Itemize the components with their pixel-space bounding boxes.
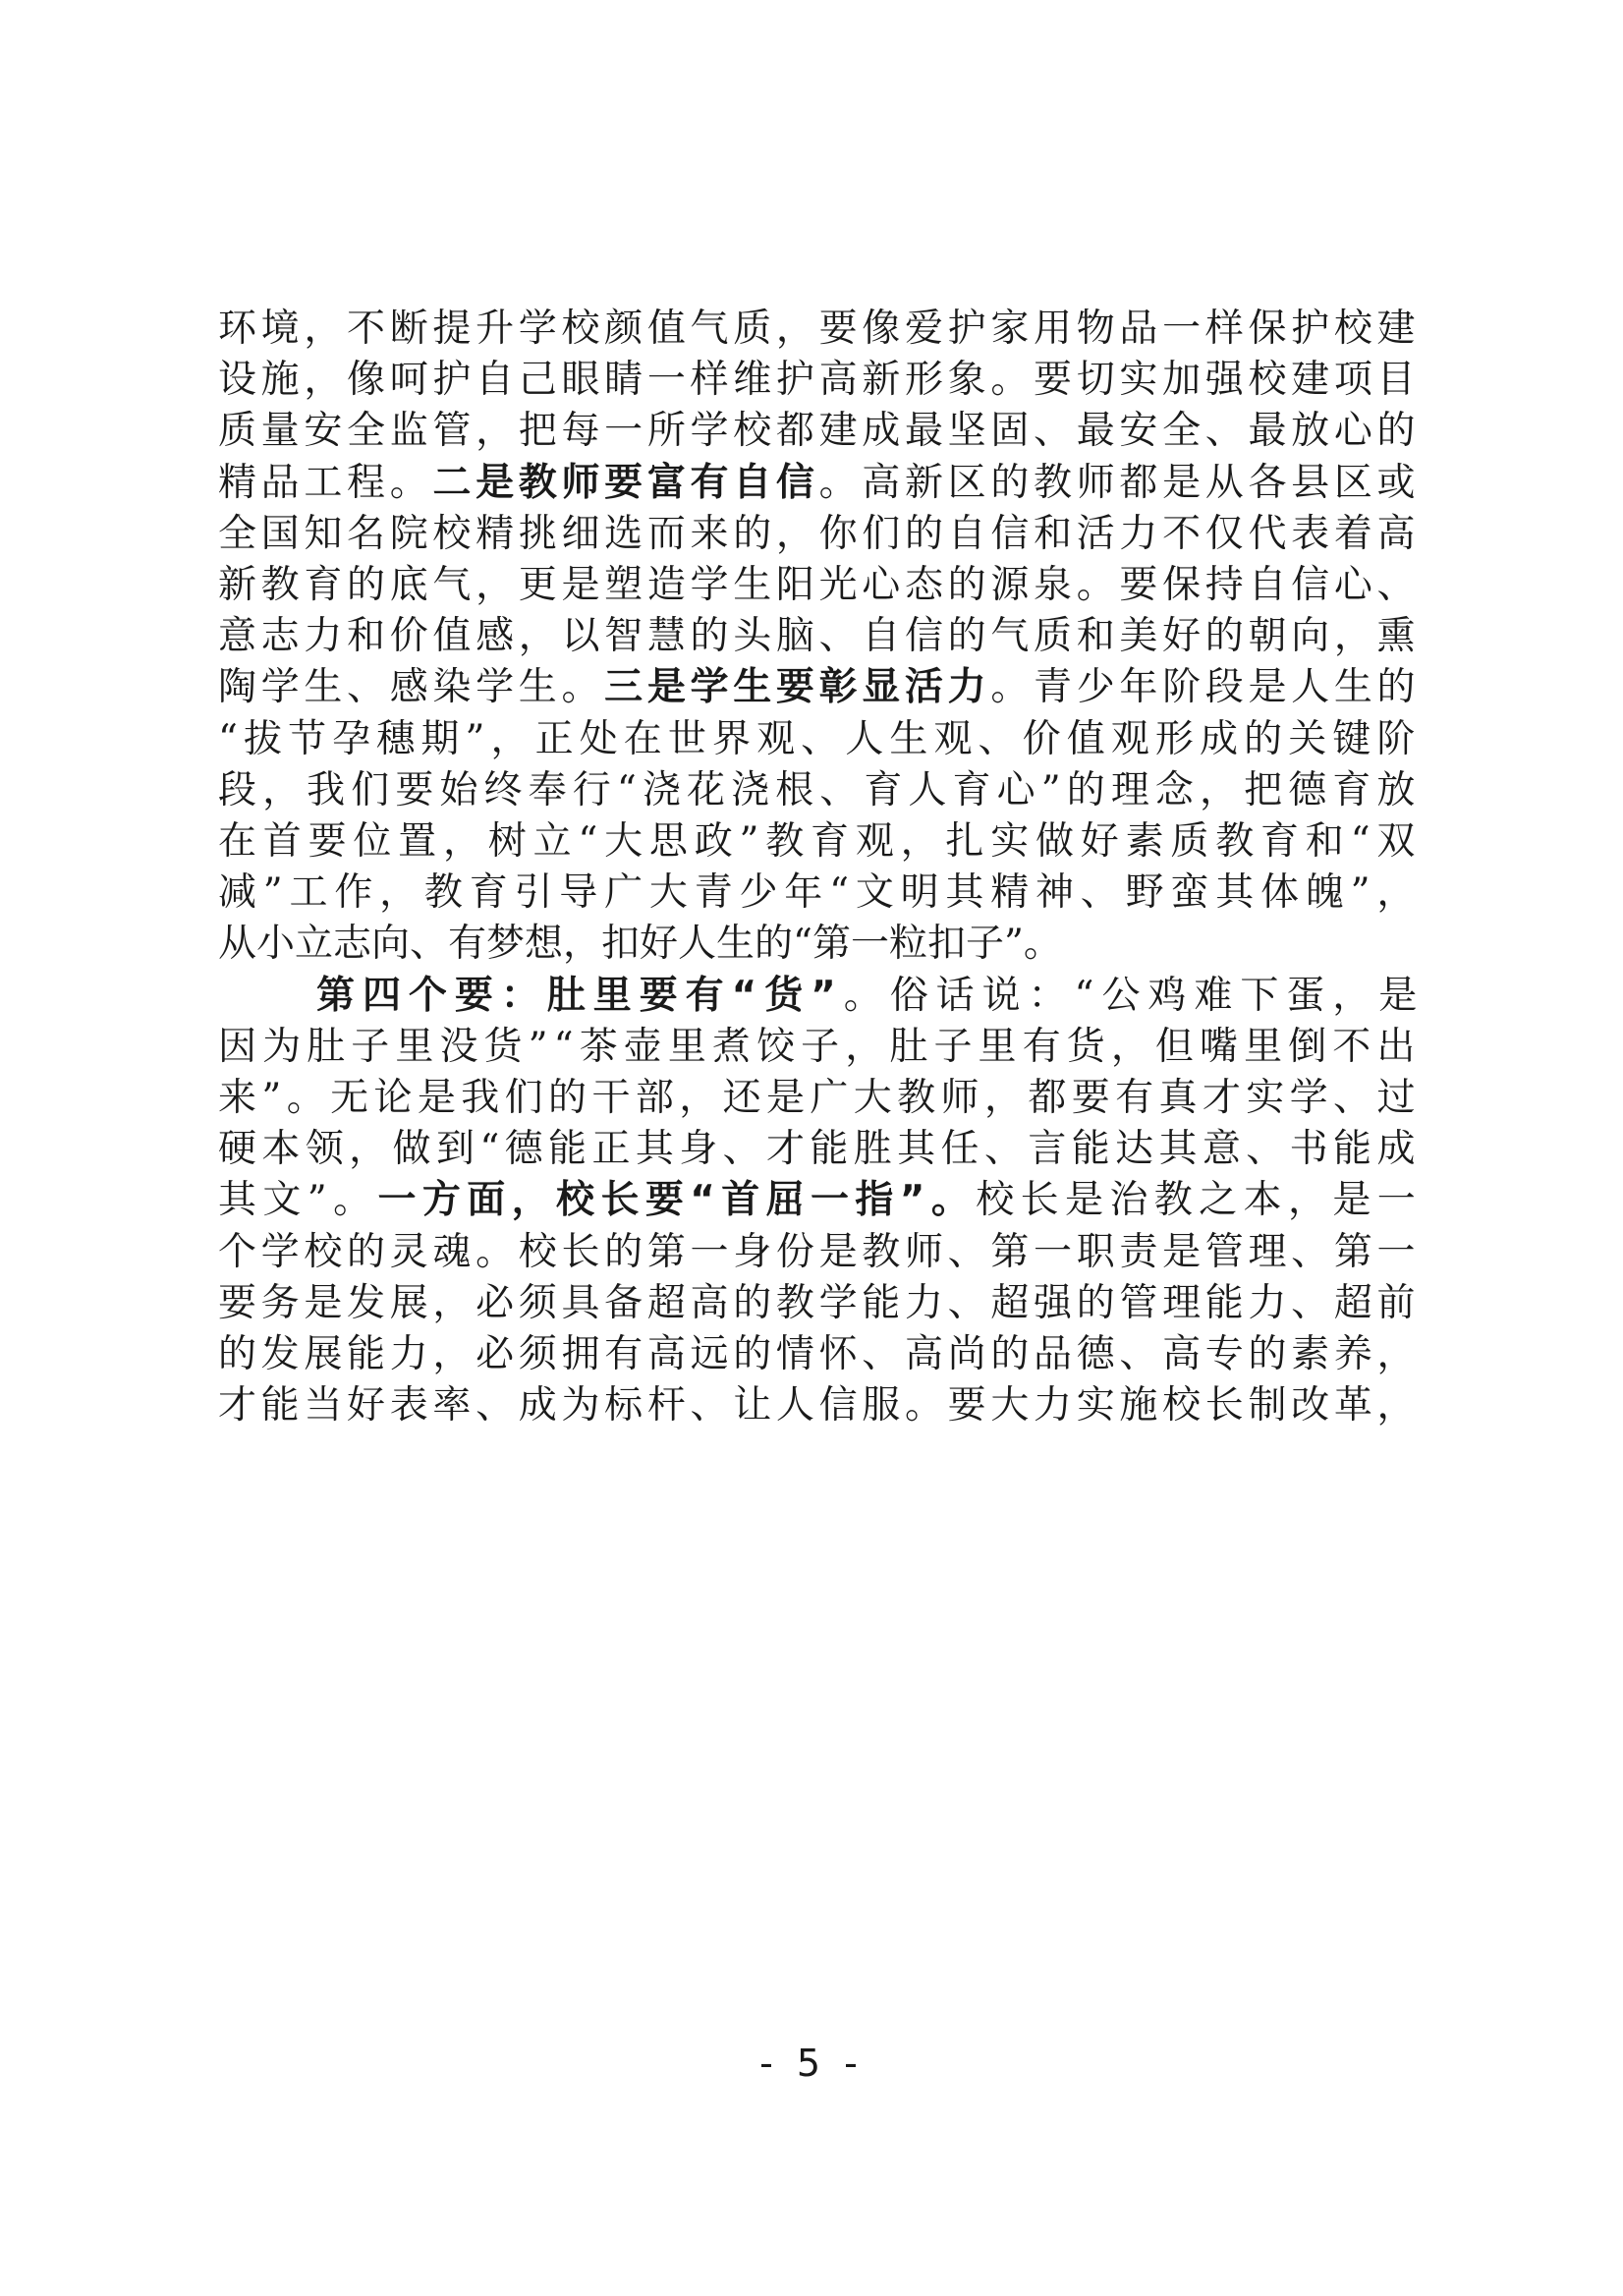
text-line [218, 1274, 1420, 1333]
text-segment: 才能当好表率、成为标杆、让人信服。要大力实施校长制改革， [218, 1383, 1421, 1428]
text-segment: 减”工作，教育引导广大青少年“文明其精神、野蛮其体魄”， [218, 870, 1423, 916]
text-segment: 要务是发展，必须具备超高的教学能力、超强的管理能力、超前 [218, 1280, 1421, 1325]
text-line [218, 915, 1062, 974]
text-segment: 校长是治教之本，是一 [976, 1178, 1423, 1223]
text-line [218, 761, 1421, 820]
text-segment: 。俗话说：“公鸡难下蛋，是 [843, 973, 1426, 1018]
text-segment: 的发展能力，必须拥有高远的情怀、高尚的品德、高专的素养， [218, 1332, 1421, 1376]
text-segment: 个学校的灵魂。校长的第一身份是教师、第一职责是管理、第一 [218, 1229, 1421, 1274]
bold-heading-text: 三是学生要彰显活力 [604, 665, 991, 710]
text-line [218, 402, 1420, 461]
bold-heading-text: 第四个要：肚里要有“货” [316, 973, 844, 1018]
text-line [218, 658, 1420, 717]
text-line [218, 300, 1420, 359]
text-segment: “拔节孕穗期”，正处在世界观、人生观、价值观形成的关键阶 [218, 716, 1422, 761]
text-line [218, 1325, 1420, 1384]
bold-heading-text: 一方面，校长要“首屈一指”。 [377, 1178, 977, 1223]
text-segment: 在首要位置，树立“大思政”教育观，扎实做好素质教育和“双 [218, 819, 1423, 864]
bold-heading-text: 二是教师要富有自信 [432, 460, 819, 505]
text-line [218, 351, 1420, 410]
text-segment: 。高新区的教师都是从各县区或 [818, 460, 1421, 505]
text-segment: 全国知名院校精挑细选而来的，你们的自信和活力不仅代表着高 [218, 511, 1421, 556]
text-segment: 设施，像呵护自己眼睛一样维护高新形象。要切实加强校建项目 [218, 358, 1421, 403]
text-segment: 从小立志向、有梦想，扣好人生的“第一粒扣子”。 [218, 922, 1062, 967]
text-line [218, 556, 1420, 615]
text-line [218, 1223, 1420, 1282]
text-segment: 。青少年阶段是人生的 [990, 665, 1421, 710]
text-line [218, 505, 1420, 564]
text-segment: 精品工程。 [218, 460, 433, 505]
text-line [218, 1069, 1421, 1128]
text-line [218, 864, 1422, 923]
text-line [218, 454, 1420, 513]
text-segment: 新教育的底气，更是塑造学生阳光心态的源泉。要保持自信心、 [218, 563, 1421, 607]
text-segment: 因为肚子里没货”“茶壶里煮饺子，肚子里有货，但嘴里倒不出 [218, 1024, 1422, 1069]
text-segment: 质量安全监管，把每一所学校都建成最坚固、最安全、最放心的 [218, 409, 1421, 454]
text-line [218, 1376, 1420, 1435]
text-line [218, 1120, 1421, 1179]
text-segment: 来”。无论是我们的干部，还是广大教师，都要有真才实学、过 [218, 1076, 1421, 1120]
text-line [218, 607, 1420, 666]
text-segment: 环境，不断提升学校颜值气质，要像爱护家用物品一样保护校建 [218, 307, 1421, 351]
text-line [218, 812, 1422, 871]
text-line [218, 710, 1421, 769]
page-number: - 5 - [759, 2042, 864, 2085]
text-segment: 意志力和价值感，以智慧的头脑、自信的气质和美好的朝向，熏 [218, 614, 1421, 659]
text-segment: 其文”。 [218, 1178, 378, 1223]
text-segment: 硬本领，做到“德能正其身、才能胜其任、言能达其意、书能成 [218, 1127, 1421, 1172]
text-line [218, 1171, 1422, 1230]
text-line [218, 1018, 1421, 1077]
text-segment: 段，我们要始终奉行“浇花浇根、育人育心”的理念，把德育放 [218, 767, 1422, 812]
paragraph-first-line [218, 967, 1425, 1026]
text-segment: 陶学生、感染学生。 [218, 665, 605, 710]
